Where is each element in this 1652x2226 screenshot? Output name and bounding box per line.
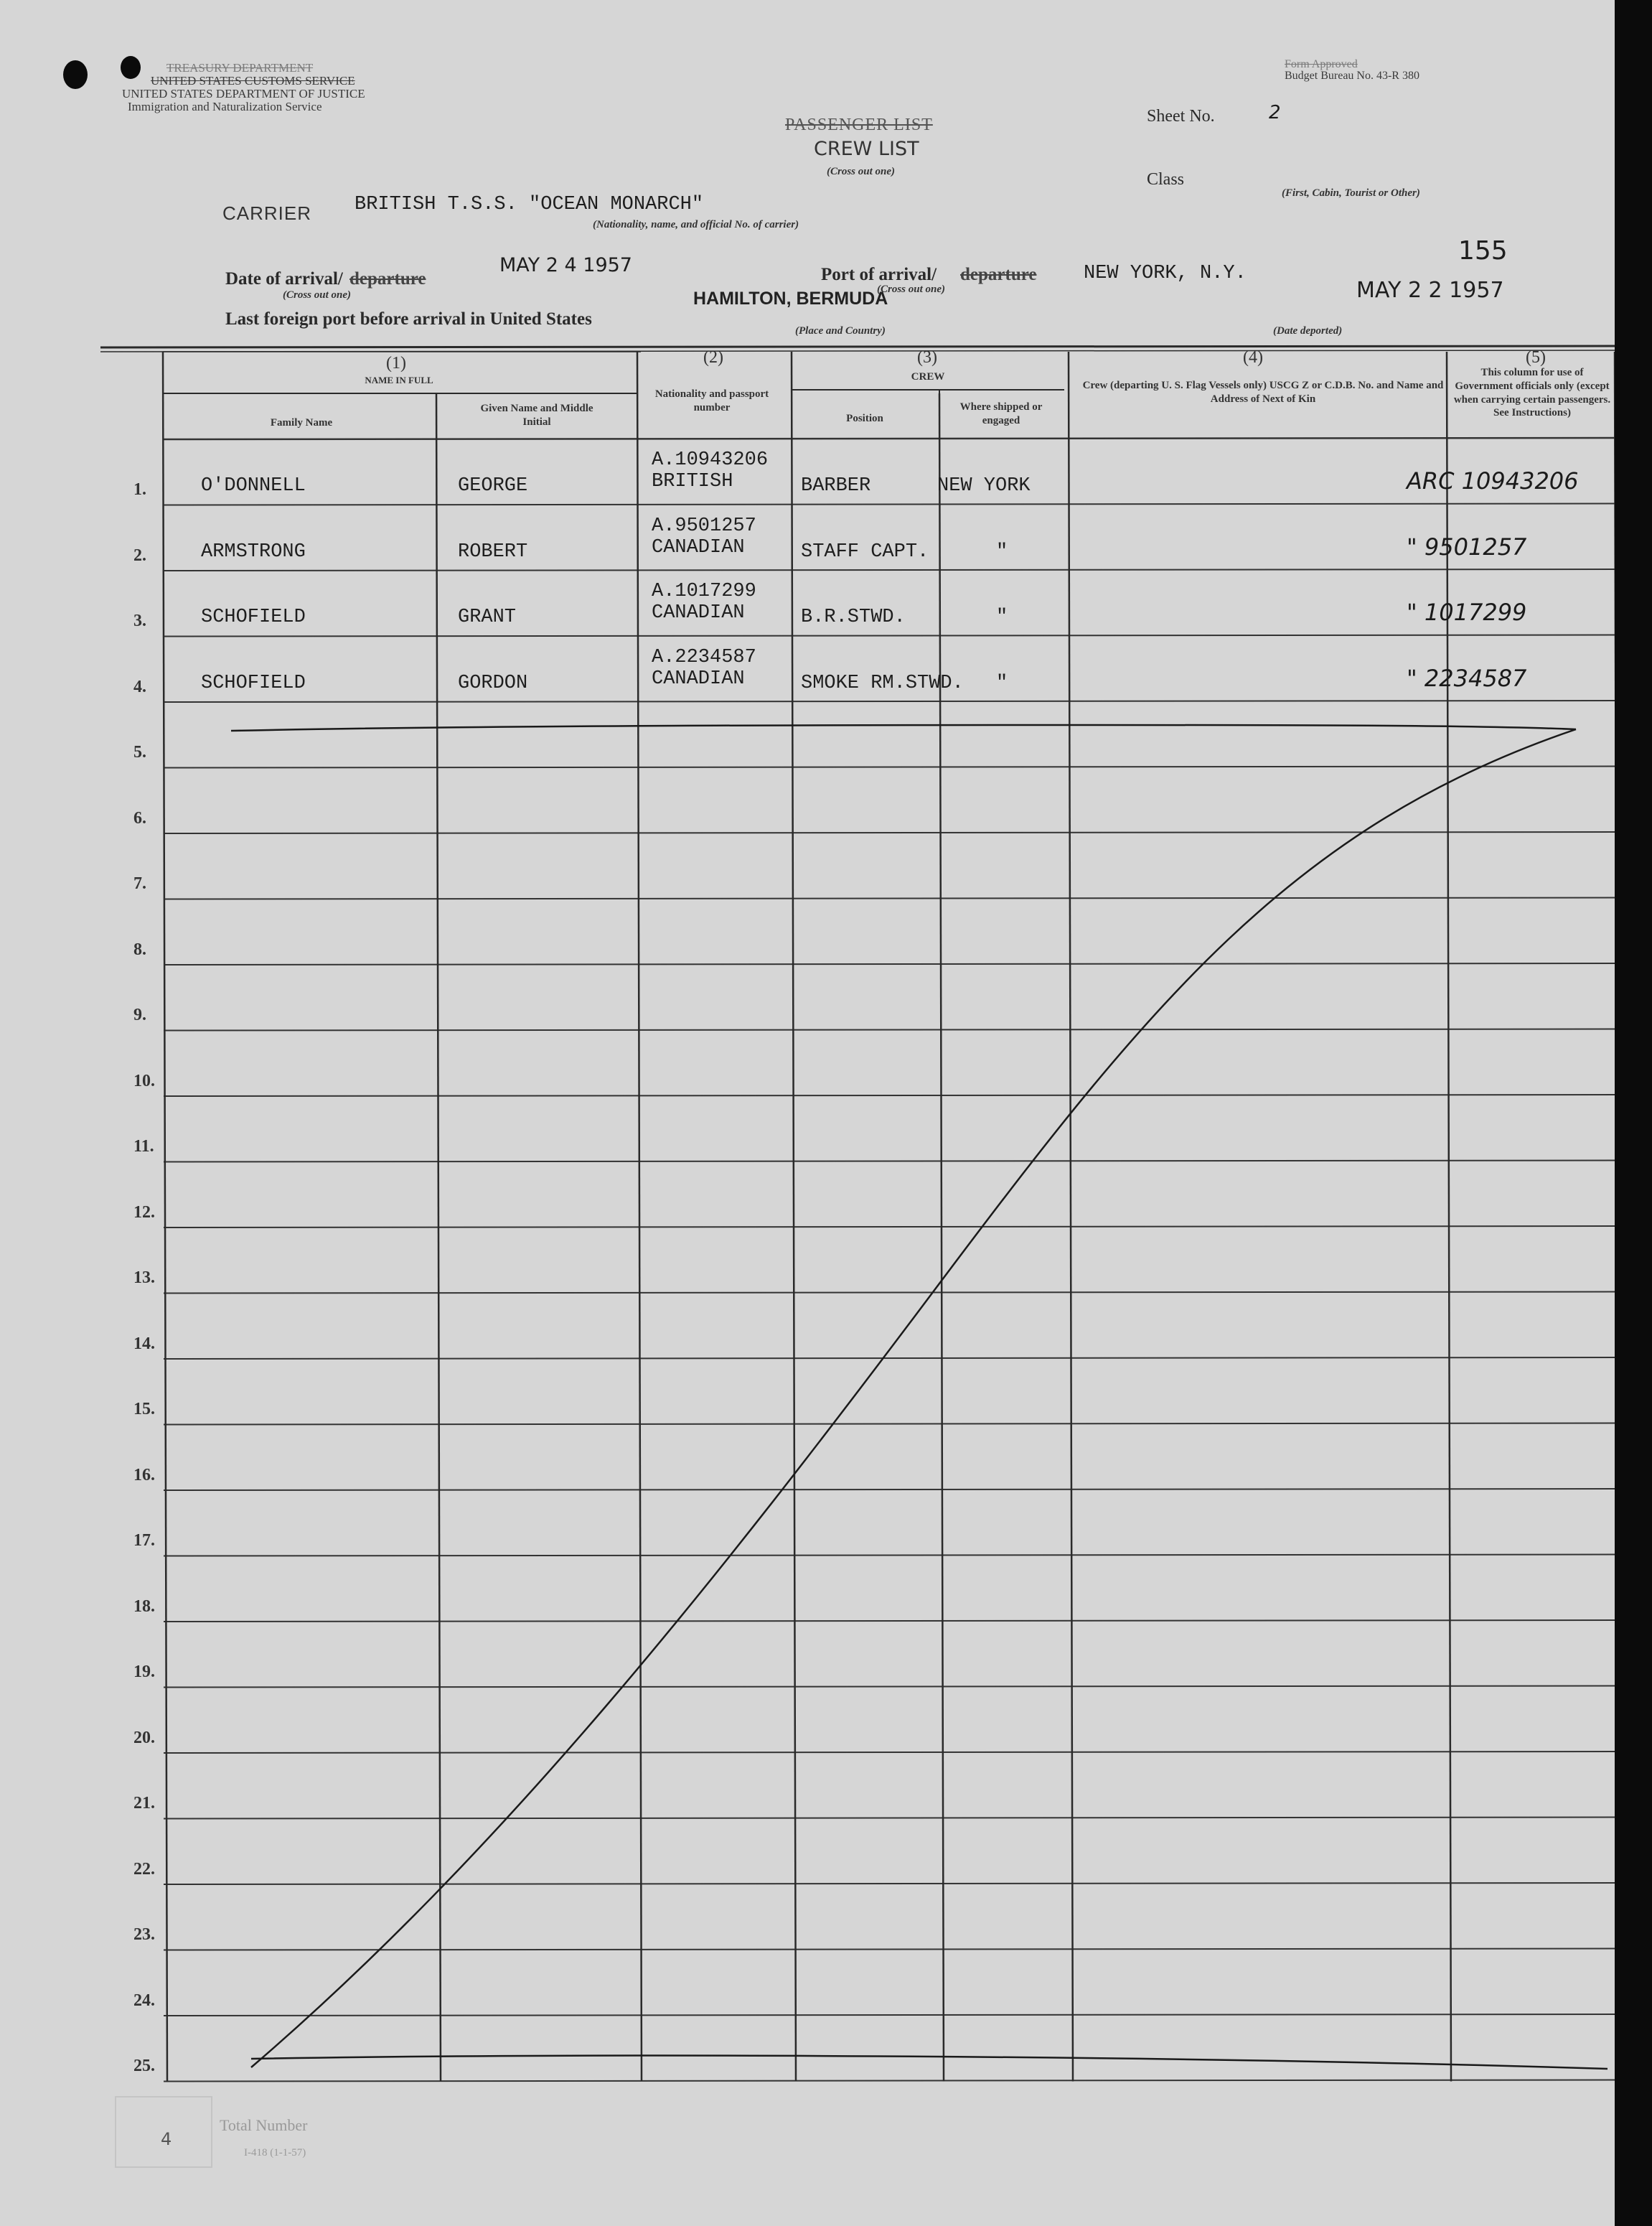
crew-passport-number: A.1017299 bbox=[652, 581, 756, 602]
col1-family-name: Family Name bbox=[270, 417, 333, 429]
agency-line-1: TREASURY DEPARTMENT bbox=[166, 61, 314, 75]
last-foreign-port-label: Last foreign port before arrival in United States bbox=[225, 309, 592, 329]
col2-title: Nationality and passport number bbox=[654, 388, 769, 413]
row-number: 7. bbox=[133, 874, 146, 893]
row-number: 10. bbox=[133, 1071, 155, 1090]
crew-nationality: CANADIAN bbox=[652, 536, 745, 558]
crew-where-shipped: NEW YORK bbox=[937, 475, 1031, 497]
crew-family-name: O'DONNELL bbox=[201, 475, 306, 497]
col1-number: (1) bbox=[386, 354, 406, 373]
row-number: 16. bbox=[133, 1465, 155, 1484]
crew-family-name: SCHOFIELD bbox=[201, 672, 306, 694]
passenger-list-struck: PASSENGER LIST bbox=[785, 116, 933, 134]
date-of-arrival-value: MAY 2 4 1957 bbox=[499, 254, 632, 276]
total-number-label: Total Number bbox=[220, 2116, 308, 2134]
date-cross-note: (Cross out one) bbox=[283, 289, 352, 301]
row-number: 19. bbox=[133, 1663, 155, 1681]
row-number: 4. bbox=[133, 677, 146, 696]
col3-position: Position bbox=[846, 413, 883, 424]
crew-passport-number: A.10943206 bbox=[652, 449, 769, 471]
col4-title: Crew (departing U. S. Flag Vessels only) USCG Z or C.D.B. No. and Name and Address of Next of Kin bbox=[1082, 380, 1444, 405]
last-foreign-port-value: HAMILTON, BERMUDA bbox=[693, 289, 888, 309]
sheet-number: 2 bbox=[1269, 102, 1281, 123]
date-deported-note: (Date deported) bbox=[1273, 325, 1343, 337]
crew-position: BARBER bbox=[801, 475, 871, 497]
col1-given-name: Given Name and Middle Initial bbox=[480, 403, 593, 428]
row-number: 12. bbox=[133, 1202, 155, 1222]
crew-where-shipped: " bbox=[996, 672, 1008, 694]
crew-nationality: CANADIAN bbox=[652, 602, 745, 624]
official-use-entry: ARC 10943206 bbox=[1407, 467, 1579, 495]
budget-bureau-number: Budget Bureau No. 43-R 380 bbox=[1285, 70, 1419, 82]
form-number: I-418 (1-1-57) bbox=[244, 2147, 306, 2159]
agency-line-3: UNITED STATES DEPARTMENT OF JUSTICE bbox=[122, 87, 365, 100]
agency-line-2: UNITED STATES CUSTOMS SERVICE bbox=[151, 74, 355, 88]
row-number: 9. bbox=[133, 1006, 146, 1024]
official-use-entry: " 2234587 bbox=[1407, 664, 1527, 692]
official-use-entry: " 9501257 bbox=[1407, 533, 1527, 561]
row-number: 18. bbox=[133, 1596, 155, 1616]
crew-list-title: CREW LIST bbox=[814, 138, 919, 160]
row-number: 25. bbox=[133, 2057, 155, 2075]
total-number-value: 4 bbox=[161, 2129, 172, 2149]
cancel-line-bottom bbox=[231, 725, 1576, 731]
crew-position: SMOKE RM.STWD. bbox=[801, 672, 964, 694]
row-number: 8. bbox=[133, 940, 146, 959]
row-number: 6. bbox=[133, 808, 146, 828]
col1-title: NAME IN FULL bbox=[365, 375, 433, 385]
total-number-box bbox=[115, 2096, 212, 2168]
row-number: 21. bbox=[133, 1794, 155, 1813]
stamp-number: 155 bbox=[1458, 236, 1508, 266]
sheet-label: Sheet No. bbox=[1147, 107, 1215, 126]
port-departure-struck: departure bbox=[960, 265, 1037, 284]
row-number: 11. bbox=[133, 1137, 154, 1156]
date-departure-struck: departure bbox=[349, 269, 426, 289]
col3-number: (3) bbox=[917, 348, 937, 367]
crew-given-name: GEORGE bbox=[458, 475, 528, 497]
cancel-line-diagonal bbox=[251, 729, 1576, 2067]
row-number: 2. bbox=[133, 546, 146, 565]
row-number: 22. bbox=[133, 1859, 155, 1879]
crew-passport-number: A.2234587 bbox=[652, 646, 756, 668]
col3-title: CREW bbox=[911, 371, 945, 383]
date-deported-value: MAY 2 2 1957 bbox=[1356, 278, 1504, 303]
row-number: 20. bbox=[133, 1728, 155, 1747]
official-use-entry: " 1017299 bbox=[1407, 599, 1527, 626]
row-number: 24. bbox=[133, 1991, 155, 2010]
crew-position: B.R.STWD. bbox=[801, 607, 906, 628]
crew-nationality: BRITISH bbox=[652, 471, 733, 492]
col5-title: This column for use of Government officials only (except when carrying certain passengers. See Instructions) bbox=[1453, 367, 1611, 419]
crew-family-name: SCHOFIELD bbox=[201, 607, 306, 628]
crew-nationality: CANADIAN bbox=[652, 668, 745, 690]
row-number: 5. bbox=[133, 743, 146, 762]
port-cross-note: (Cross out one) bbox=[877, 284, 946, 295]
cancel-line-end bbox=[251, 2056, 1608, 2069]
col2-number: (2) bbox=[703, 348, 723, 367]
agency-line-4: Immigration and Naturalization Service bbox=[128, 100, 322, 113]
crew-given-name: GORDON bbox=[458, 672, 528, 694]
row-number: 14. bbox=[133, 1334, 155, 1353]
crew-passport-number: A.9501257 bbox=[652, 515, 756, 537]
row-number: 17. bbox=[133, 1531, 155, 1550]
class-note: (First, Cabin, Tourist or Other) bbox=[1282, 187, 1420, 199]
col5-number: (5) bbox=[1526, 348, 1546, 367]
col3-where-shipped: Where shipped or engaged bbox=[959, 401, 1043, 426]
list-type-note: (Cross out one) bbox=[827, 166, 896, 177]
col4-number: (4) bbox=[1243, 348, 1263, 367]
row-number: 23. bbox=[133, 1925, 155, 1944]
crew-family-name: ARMSTRONG bbox=[201, 541, 306, 563]
port-of-arrival-value: NEW YORK, N.Y. bbox=[1084, 263, 1247, 284]
crew-given-name: ROBERT bbox=[458, 541, 528, 563]
row-number: 3. bbox=[133, 612, 146, 630]
carrier-value: BRITISH T.S.S. "OCEAN MONARCH" bbox=[355, 194, 704, 215]
class-label: Class bbox=[1147, 170, 1185, 189]
crew-given-name: GRANT bbox=[458, 607, 517, 628]
row-number: 1. bbox=[133, 480, 146, 499]
port-of-arrival-label: Port of arrival/ bbox=[821, 265, 937, 284]
carrier-note: (Nationality, name, and official No. of carrier) bbox=[593, 219, 799, 230]
row-number: 15. bbox=[133, 1400, 155, 1418]
row-number: 13. bbox=[133, 1268, 155, 1287]
last-port-note: (Place and Country) bbox=[795, 325, 886, 337]
date-of-arrival-label: Date of arrival/ bbox=[225, 269, 343, 289]
crew-where-shipped: " bbox=[996, 607, 1008, 628]
carrier-label: CARRIER bbox=[222, 202, 312, 224]
crew-where-shipped: " bbox=[996, 541, 1008, 563]
form-approved: Form Approved bbox=[1285, 58, 1358, 70]
crew-position: STAFF CAPT. bbox=[801, 541, 929, 563]
